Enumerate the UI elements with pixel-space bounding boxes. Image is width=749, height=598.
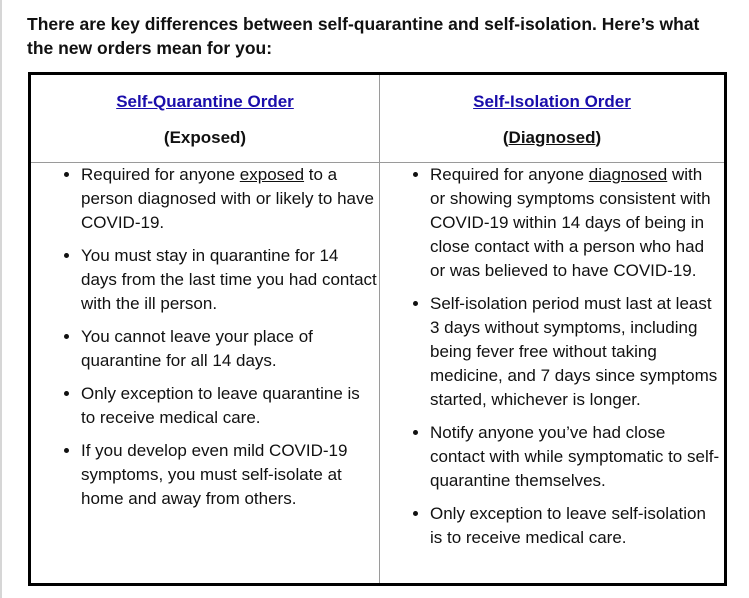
- bullet-text-pre: Required for anyone: [81, 165, 240, 184]
- list-item: • Only exception to leave quarantine is to receive medical care.: [81, 382, 379, 430]
- bullet-text-pre: Required for anyone: [430, 165, 589, 184]
- bullet-text-underlined: diagnosed: [588, 165, 668, 184]
- quarantine-header-cell: [30, 74, 380, 163]
- intro-text: There are key differences between self-quarantine and self-isolation. Here’s what the new orders mean for you:: [27, 14, 700, 58]
- isolation-body-cell: [380, 163, 726, 585]
- isolation-subtitle: [380, 128, 724, 148]
- table-header-row: [30, 74, 726, 163]
- list-item: • Notify anyone you’ve had close contact with while symptomatic to self-quarantine themselves.: [430, 421, 724, 493]
- list-item: • You cannot leave your place of quarantine for all 14 days.: [81, 325, 379, 373]
- isolation-bullet-list: [380, 163, 724, 550]
- self-quarantine-order-link[interactable]: Self-Quarantine Order: [116, 92, 294, 111]
- isolation-subtitle-word: Diagnosed: [508, 128, 596, 147]
- bullet-text-post: to a person diagnosed with or likely to have COVID-19.: [81, 165, 374, 232]
- list-item: [81, 163, 379, 235]
- list-item: • Self-isolation period must last at least 3 days without symptoms, including being fever free without taking medicine, and 7 days since symptoms started, whichever is longer.: [430, 292, 724, 412]
- isolation-subtitle-close: ): [595, 128, 602, 147]
- quarantine-subtitle: (Exposed): [163, 128, 247, 147]
- bullet-text-underlined: exposed: [239, 165, 305, 184]
- list-item: • Only exception to leave self-isolation is to receive medical care.: [430, 502, 724, 550]
- list-item: • If you develop even mild COVID-19 symptoms, you must self-isolate at home and away from others.: [81, 439, 379, 511]
- left-border-rule: [0, 0, 2, 598]
- self-isolation-order-link[interactable]: Self-Isolation Order: [473, 92, 631, 111]
- bullet-text-post: with or showing symptoms consistent with COVID-19 within 14 days of being in close contact with a person who had or was believed to have COVID-19.: [430, 165, 711, 280]
- quarantine-body-cell: [30, 163, 380, 585]
- quarantine-bullet-list: [31, 163, 379, 511]
- isolation-subtitle-open: (: [502, 128, 509, 147]
- list-item: [430, 163, 724, 283]
- isolation-header-cell: [380, 74, 726, 163]
- table-body-row: [30, 163, 726, 585]
- list-item: • You must stay in quarantine for 14 days from the last time you had contact with the ill person.: [81, 244, 379, 316]
- orders-comparison-table: [28, 72, 727, 586]
